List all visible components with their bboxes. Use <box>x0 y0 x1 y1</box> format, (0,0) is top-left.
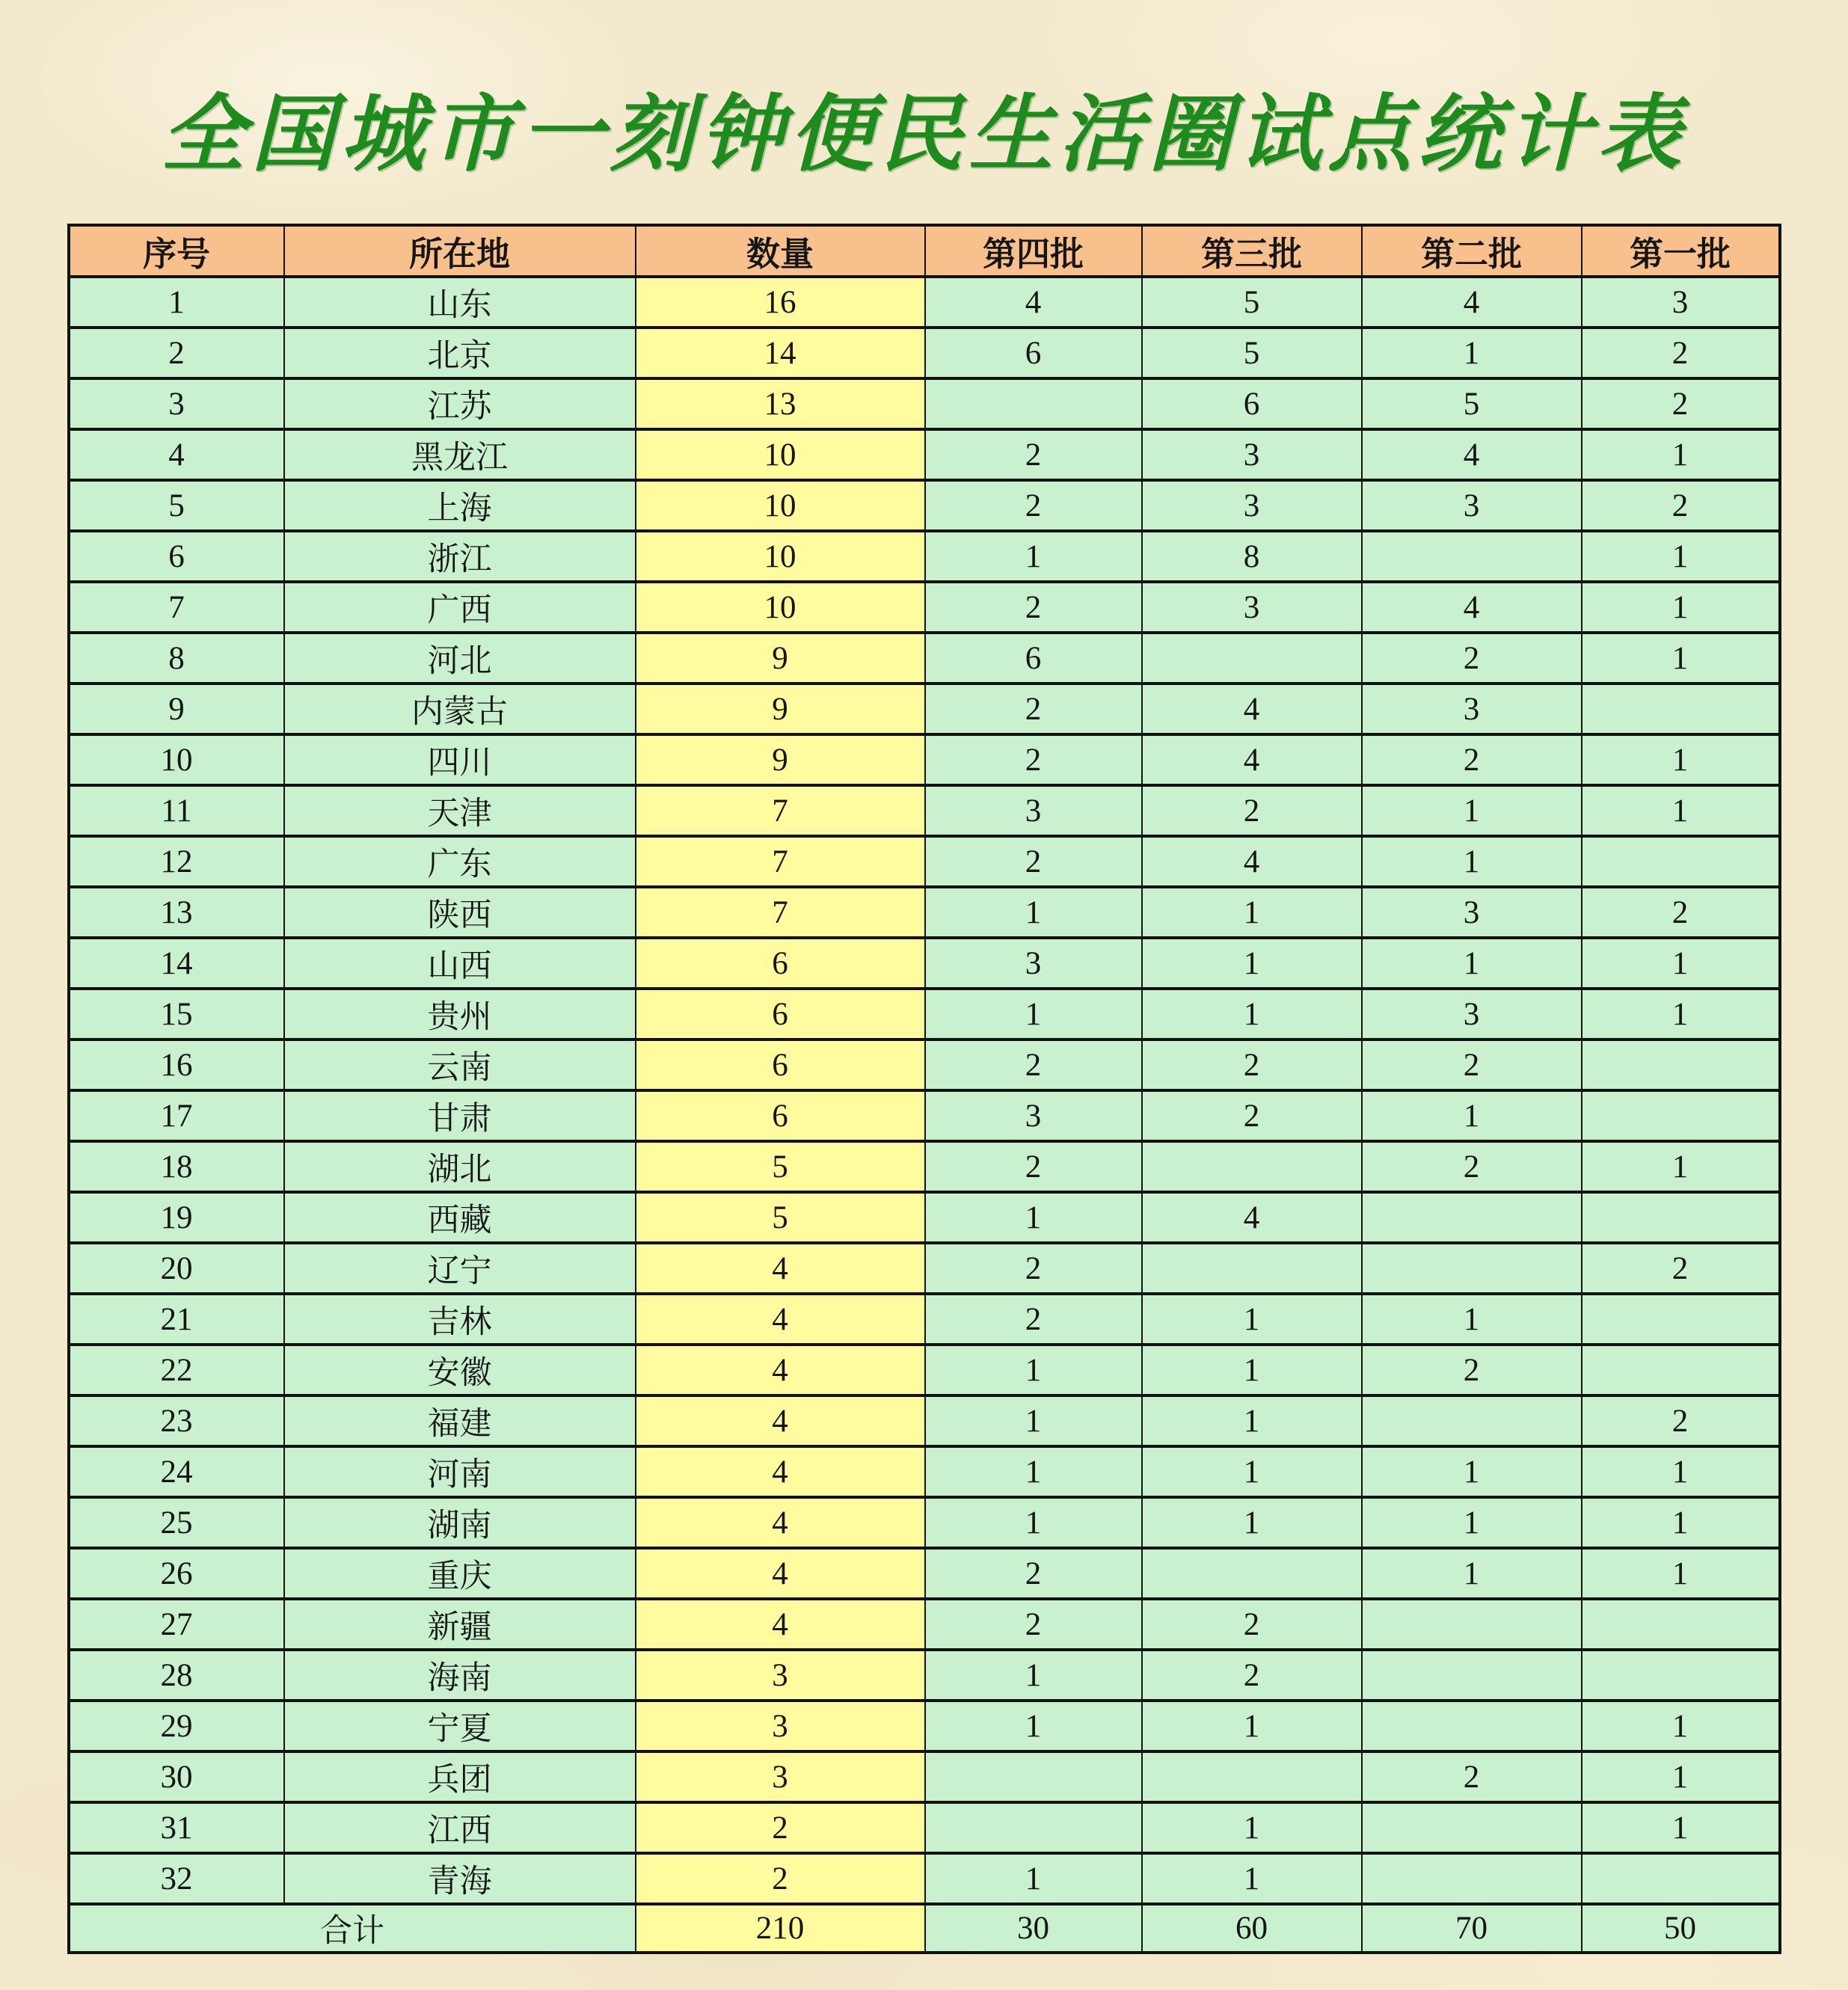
batch1-cell: 1 <box>1582 1497 1780 1548</box>
region-cell: 四川 <box>284 734 636 785</box>
batch2-cell: 3 <box>1362 989 1582 1039</box>
batch3-cell: 1 <box>1142 1802 1362 1853</box>
batch1-cell: 1 <box>1582 1751 1780 1802</box>
header-row <box>69 225 1780 277</box>
row-index-cell: 19 <box>69 1192 284 1243</box>
batch1-cell <box>1582 1853 1780 1904</box>
row-index-cell: 14 <box>69 938 284 989</box>
batch4-cell: 1 <box>925 1701 1142 1751</box>
batch2-cell <box>1362 1599 1582 1650</box>
batch1-cell: 2 <box>1582 480 1780 531</box>
batch2-cell: 1 <box>1362 328 1582 378</box>
batch2-cell: 4 <box>1362 429 1582 480</box>
batch2-cell: 1 <box>1362 1294 1582 1345</box>
row-index-cell: 3 <box>69 378 284 429</box>
table-row <box>69 1599 1780 1650</box>
batch4-cell: 4 <box>925 277 1142 328</box>
row-index-cell: 6 <box>69 531 284 582</box>
batch3-cell <box>1142 1141 1362 1192</box>
table-row <box>69 1192 1780 1243</box>
row-index-cell: 8 <box>69 633 284 684</box>
header-cell-no: 序号 <box>69 225 284 277</box>
batch1-cell <box>1582 1345 1780 1395</box>
batch2-cell: 1 <box>1362 1446 1582 1497</box>
batch4-cell: 6 <box>925 328 1142 378</box>
total-batch3-cell: 60 <box>1142 1904 1362 1953</box>
region-cell: 湖南 <box>284 1497 636 1548</box>
batch2-cell <box>1362 1853 1582 1904</box>
row-index-cell: 25 <box>69 1497 284 1548</box>
quantity-cell: 5 <box>636 1141 925 1192</box>
row-index-cell: 13 <box>69 887 284 938</box>
region-cell: 福建 <box>284 1395 636 1446</box>
region-cell: 吉林 <box>284 1294 636 1345</box>
table-row <box>69 633 1780 684</box>
quantity-cell: 7 <box>636 887 925 938</box>
batch1-cell: 2 <box>1582 328 1780 378</box>
row-index-cell: 31 <box>69 1802 284 1853</box>
batch4-cell: 2 <box>925 1599 1142 1650</box>
page-title: 全国城市一刻钟便民生活圈试点统计表 <box>161 89 1687 182</box>
table-row <box>69 378 1780 429</box>
table-row <box>69 531 1780 582</box>
row-index-cell: 26 <box>69 1548 284 1599</box>
region-cell: 浙江 <box>284 531 636 582</box>
quantity-cell: 14 <box>636 328 925 378</box>
table-body <box>69 277 1780 1953</box>
region-cell: 青海 <box>284 1853 636 1904</box>
batch2-cell: 2 <box>1362 633 1582 684</box>
batch4-cell: 2 <box>925 480 1142 531</box>
batch1-cell <box>1582 1650 1780 1701</box>
batch1-cell: 2 <box>1582 1243 1780 1294</box>
row-index-cell: 10 <box>69 734 284 785</box>
quantity-cell: 4 <box>636 1243 925 1294</box>
quantity-cell: 9 <box>636 684 925 734</box>
row-index-cell: 20 <box>69 1243 284 1294</box>
batch2-cell: 2 <box>1362 1141 1582 1192</box>
batch4-cell: 2 <box>925 1243 1142 1294</box>
batch4-cell: 3 <box>925 785 1142 836</box>
batch4-cell <box>925 378 1142 429</box>
batch3-cell: 6 <box>1142 378 1362 429</box>
quantity-cell: 2 <box>636 1802 925 1853</box>
quantity-cell: 3 <box>636 1701 925 1751</box>
region-cell: 兵团 <box>284 1751 636 1802</box>
batch1-cell: 3 <box>1582 277 1780 328</box>
batch1-cell <box>1582 684 1780 734</box>
batch2-cell <box>1362 1192 1582 1243</box>
total-batch4-cell: 30 <box>925 1904 1142 1953</box>
row-index-cell: 12 <box>69 836 284 887</box>
table-row <box>69 1446 1780 1497</box>
quantity-cell: 4 <box>636 1599 925 1650</box>
region-cell: 西藏 <box>284 1192 636 1243</box>
row-index-cell: 29 <box>69 1701 284 1751</box>
region-cell: 甘肃 <box>284 1090 636 1141</box>
region-cell: 重庆 <box>284 1548 636 1599</box>
total-row <box>69 1904 1780 1953</box>
quantity-cell: 4 <box>636 1395 925 1446</box>
table-row <box>69 1039 1780 1090</box>
batch4-cell <box>925 1751 1142 1802</box>
quantity-cell: 4 <box>636 1497 925 1548</box>
region-cell: 山东 <box>284 277 636 328</box>
region-cell: 广西 <box>284 582 636 633</box>
header-cell-batch4: 第四批 <box>925 225 1142 277</box>
quantity-cell: 7 <box>636 785 925 836</box>
row-index-cell: 18 <box>69 1141 284 1192</box>
table-row <box>69 1345 1780 1395</box>
row-index-cell: 28 <box>69 1650 284 1701</box>
batch1-cell: 1 <box>1582 938 1780 989</box>
batch4-cell: 1 <box>925 1192 1142 1243</box>
batch3-cell: 1 <box>1142 887 1362 938</box>
batch3-cell: 2 <box>1142 1090 1362 1141</box>
quantity-cell: 4 <box>636 1294 925 1345</box>
region-cell: 新疆 <box>284 1599 636 1650</box>
batch4-cell: 2 <box>925 582 1142 633</box>
batch4-cell: 1 <box>925 989 1142 1039</box>
batch1-cell <box>1582 1599 1780 1650</box>
batch2-cell: 1 <box>1362 1090 1582 1141</box>
batch4-cell: 2 <box>925 1294 1142 1345</box>
table-row <box>69 836 1780 887</box>
batch1-cell <box>1582 1294 1780 1345</box>
batch3-cell: 5 <box>1142 277 1362 328</box>
table-row <box>69 1751 1780 1802</box>
table-row <box>69 1802 1780 1853</box>
batch3-cell: 1 <box>1142 989 1362 1039</box>
region-cell: 宁夏 <box>284 1701 636 1751</box>
region-cell: 黑龙江 <box>284 429 636 480</box>
row-index-cell: 1 <box>69 277 284 328</box>
region-cell: 湖北 <box>284 1141 636 1192</box>
batch2-cell <box>1362 1802 1582 1853</box>
table-row <box>69 328 1780 378</box>
batch1-cell: 1 <box>1582 734 1780 785</box>
row-index-cell: 2 <box>69 328 284 378</box>
quantity-cell: 10 <box>636 582 925 633</box>
region-cell: 云南 <box>284 1039 636 1090</box>
batch4-cell: 2 <box>925 836 1142 887</box>
quantity-cell: 5 <box>636 1192 925 1243</box>
quantity-cell: 2 <box>636 1853 925 1904</box>
batch3-cell <box>1142 1243 1362 1294</box>
quantity-cell: 6 <box>636 1039 925 1090</box>
row-index-cell: 27 <box>69 1599 284 1650</box>
batch2-cell: 2 <box>1362 1039 1582 1090</box>
region-cell: 贵州 <box>284 989 636 1039</box>
batch3-cell: 1 <box>1142 1294 1362 1345</box>
table-row <box>69 1548 1780 1599</box>
batch3-cell: 2 <box>1142 785 1362 836</box>
header-cell-region: 所在地 <box>284 225 636 277</box>
quantity-cell: 6 <box>636 989 925 1039</box>
batch3-cell: 2 <box>1142 1039 1362 1090</box>
batch4-cell: 3 <box>925 938 1142 989</box>
batch3-cell: 1 <box>1142 1853 1362 1904</box>
batch2-cell <box>1362 1395 1582 1446</box>
batch3-cell: 5 <box>1142 328 1362 378</box>
batch4-cell: 1 <box>925 531 1142 582</box>
header-cell-qty: 数量 <box>636 225 925 277</box>
batch3-cell: 1 <box>1142 1701 1362 1751</box>
batch1-cell: 1 <box>1582 1548 1780 1599</box>
header-cell-batch3: 第三批 <box>1142 225 1362 277</box>
batch3-cell: 3 <box>1142 480 1362 531</box>
batch2-cell: 1 <box>1362 938 1582 989</box>
table-row <box>69 1650 1780 1701</box>
table-row <box>69 1395 1780 1446</box>
header-cell-batch1: 第一批 <box>1582 225 1780 277</box>
batch2-cell: 2 <box>1362 734 1582 785</box>
batch4-cell: 2 <box>925 1039 1142 1090</box>
batch1-cell: 1 <box>1582 989 1780 1039</box>
region-cell: 辽宁 <box>284 1243 636 1294</box>
batch2-cell: 5 <box>1362 378 1582 429</box>
batch3-cell: 4 <box>1142 734 1362 785</box>
region-cell: 河北 <box>284 633 636 684</box>
table-row <box>69 1090 1780 1141</box>
batch3-cell: 3 <box>1142 429 1362 480</box>
batch2-cell: 1 <box>1362 836 1582 887</box>
batch1-cell <box>1582 1039 1780 1090</box>
batch1-cell: 1 <box>1582 1701 1780 1751</box>
batch1-cell: 1 <box>1582 1141 1780 1192</box>
batch3-cell: 4 <box>1142 684 1362 734</box>
quantity-cell: 7 <box>636 836 925 887</box>
table-row <box>69 989 1780 1039</box>
quantity-cell: 10 <box>636 480 925 531</box>
table-row <box>69 734 1780 785</box>
batch4-cell: 1 <box>925 1497 1142 1548</box>
table-row <box>69 1141 1780 1192</box>
region-cell: 山西 <box>284 938 636 989</box>
batch2-cell: 1 <box>1362 1548 1582 1599</box>
table-row <box>69 887 1780 938</box>
batch3-cell <box>1142 633 1362 684</box>
row-index-cell: 21 <box>69 1294 284 1345</box>
row-index-cell: 5 <box>69 480 284 531</box>
batch2-cell: 4 <box>1362 582 1582 633</box>
quantity-cell: 10 <box>636 429 925 480</box>
quantity-cell: 16 <box>636 277 925 328</box>
region-cell: 广东 <box>284 836 636 887</box>
region-cell: 安徽 <box>284 1345 636 1395</box>
total-qty-cell: 210 <box>636 1904 925 1953</box>
quantity-cell: 6 <box>636 938 925 989</box>
row-index-cell: 32 <box>69 1853 284 1904</box>
batch2-cell <box>1362 1650 1582 1701</box>
table-row <box>69 1497 1780 1548</box>
batch2-cell: 3 <box>1362 887 1582 938</box>
batch4-cell: 2 <box>925 1548 1142 1599</box>
table-row <box>69 429 1780 480</box>
quantity-cell: 9 <box>636 734 925 785</box>
total-label-cell: 合计 <box>69 1904 636 1953</box>
batch2-cell: 4 <box>1362 277 1582 328</box>
table-row <box>69 1853 1780 1904</box>
quantity-cell: 10 <box>636 531 925 582</box>
quantity-cell: 3 <box>636 1650 925 1701</box>
batch4-cell: 3 <box>925 1090 1142 1141</box>
batch2-cell: 2 <box>1362 1345 1582 1395</box>
batch3-cell: 4 <box>1142 1192 1362 1243</box>
batch1-cell: 1 <box>1582 633 1780 684</box>
batch3-cell: 2 <box>1142 1650 1362 1701</box>
batch3-cell <box>1142 1751 1362 1802</box>
region-cell: 海南 <box>284 1650 636 1701</box>
batch3-cell: 1 <box>1142 1446 1362 1497</box>
batch1-cell: 2 <box>1582 378 1780 429</box>
batch1-cell: 1 <box>1582 1446 1780 1497</box>
batch1-cell: 1 <box>1582 582 1780 633</box>
table-row <box>69 684 1780 734</box>
batch1-cell: 1 <box>1582 1802 1780 1853</box>
quantity-cell: 4 <box>636 1446 925 1497</box>
quantity-cell: 13 <box>636 378 925 429</box>
batch1-cell <box>1582 1192 1780 1243</box>
batch2-cell: 2 <box>1362 1751 1582 1802</box>
batch3-cell <box>1142 1548 1362 1599</box>
batch3-cell: 1 <box>1142 1395 1362 1446</box>
batch4-cell: 2 <box>925 734 1142 785</box>
batch3-cell: 1 <box>1142 1497 1362 1548</box>
batch3-cell: 1 <box>1142 938 1362 989</box>
header-cell-batch2: 第二批 <box>1362 225 1582 277</box>
batch4-cell: 2 <box>925 1141 1142 1192</box>
table-row <box>69 1701 1780 1751</box>
quantity-cell: 6 <box>636 1090 925 1141</box>
row-index-cell: 16 <box>69 1039 284 1090</box>
batch3-cell: 3 <box>1142 582 1362 633</box>
batch2-cell: 3 <box>1362 684 1582 734</box>
region-cell: 陕西 <box>284 887 636 938</box>
row-index-cell: 7 <box>69 582 284 633</box>
table-row <box>69 480 1780 531</box>
row-index-cell: 30 <box>69 1751 284 1802</box>
table-row <box>69 938 1780 989</box>
batch1-cell: 1 <box>1582 429 1780 480</box>
batch1-cell: 2 <box>1582 1395 1780 1446</box>
total-batch2-cell: 70 <box>1362 1904 1582 1953</box>
row-index-cell: 9 <box>69 684 284 734</box>
batch2-cell: 1 <box>1362 1497 1582 1548</box>
batch4-cell: 1 <box>925 1395 1142 1446</box>
table-row <box>69 1294 1780 1345</box>
batch2-cell <box>1362 1701 1582 1751</box>
batch3-cell: 1 <box>1142 1345 1362 1395</box>
table-row <box>69 785 1780 836</box>
region-cell: 北京 <box>284 328 636 378</box>
quantity-cell: 9 <box>636 633 925 684</box>
batch3-cell: 8 <box>1142 531 1362 582</box>
region-cell: 内蒙古 <box>284 684 636 734</box>
batch1-cell <box>1582 836 1780 887</box>
batch4-cell: 1 <box>925 1650 1142 1701</box>
table-row <box>69 1243 1780 1294</box>
batch2-cell <box>1362 1243 1582 1294</box>
region-cell: 江西 <box>284 1802 636 1853</box>
region-cell: 天津 <box>284 785 636 836</box>
row-index-cell: 22 <box>69 1345 284 1395</box>
row-index-cell: 15 <box>69 989 284 1039</box>
quantity-cell: 3 <box>636 1751 925 1802</box>
batch4-cell: 6 <box>925 633 1142 684</box>
table-row <box>69 277 1780 328</box>
batch2-cell: 3 <box>1362 480 1582 531</box>
batch3-cell: 4 <box>1142 836 1362 887</box>
row-index-cell: 11 <box>69 785 284 836</box>
batch1-cell: 1 <box>1582 531 1780 582</box>
batch4-cell <box>925 1802 1142 1853</box>
batch2-cell <box>1362 531 1582 582</box>
region-cell: 江苏 <box>284 378 636 429</box>
batch4-cell: 2 <box>925 684 1142 734</box>
table-row <box>69 582 1780 633</box>
batch1-cell: 1 <box>1582 785 1780 836</box>
batch1-cell: 2 <box>1582 887 1780 938</box>
row-index-cell: 24 <box>69 1446 284 1497</box>
batch4-cell: 1 <box>925 1853 1142 1904</box>
batch4-cell: 1 <box>925 887 1142 938</box>
quantity-cell: 4 <box>636 1345 925 1395</box>
row-index-cell: 4 <box>69 429 284 480</box>
region-cell: 上海 <box>284 480 636 531</box>
batch3-cell: 2 <box>1142 1599 1362 1650</box>
batch4-cell: 1 <box>925 1345 1142 1395</box>
table-header <box>69 225 1780 277</box>
row-index-cell: 23 <box>69 1395 284 1446</box>
batch2-cell: 1 <box>1362 785 1582 836</box>
quantity-cell: 4 <box>636 1548 925 1599</box>
row-index-cell: 17 <box>69 1090 284 1141</box>
total-batch1-cell: 50 <box>1582 1904 1780 1953</box>
batch1-cell <box>1582 1090 1780 1141</box>
region-cell: 河南 <box>284 1446 636 1497</box>
batch4-cell: 1 <box>925 1446 1142 1497</box>
statistics-table <box>67 224 1781 1954</box>
batch4-cell: 2 <box>925 429 1142 480</box>
